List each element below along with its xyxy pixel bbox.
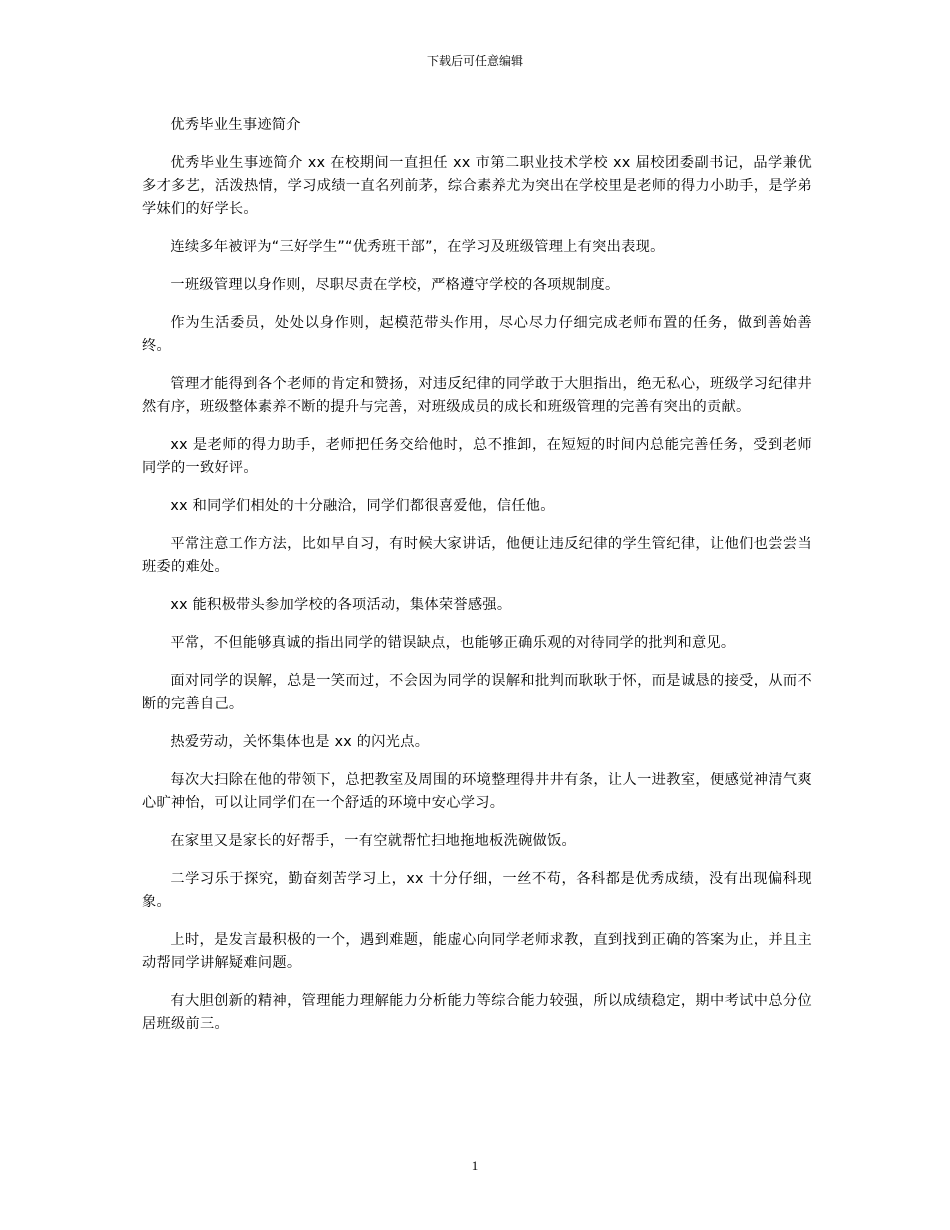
document-title: 优秀毕业生事迹简介 [170,117,301,133]
paragraph: 有大胆创新的精神，管理能力理解能力分析能力等综合能力较强，所以成绩稳定，期中考试中总分位居班级前三。 [142,993,812,1032]
paragraph: 热爱劳动，关怀集体也是 xx 的闪光点。 [170,734,430,750]
paragraph: 每次大扫除在他的带领下，总把教室及周围的环境整理得井井有条，让人一进教室，便感觉神清气爽心旷神怡，可以让同学们在一个舒适的环境中安心学习。 [142,772,812,811]
paragraph: xx 是老师的得力助手，老师把任务交给他时，总不推卸，在短短的时间内总能完善任务，受到老师同学的一致好评。 [142,437,812,476]
paragraph: 平常注意工作方法，比如早自习，有时候大家讲话，他便让违反纪律的学生管纪律，让他们也尝尝当班委的难处。 [142,536,812,575]
paragraph: 优秀毕业生事迹简介 xx 在校期间一直担任 xx 市第二职业技术学校 xx 届校团委副书记，品学兼优多才多艺，活泼热情，学习成绩一直名列前茅，综合素养尤为突出在学校里是老师的得力小助手，是学弟学妹们的好学长。 [142,155,812,217]
page-header: 下载后可任意编辑 [426,54,523,68]
paragraph: xx 和同学们相处的十分融洽，同学们都很喜爱他，信任他。 [170,498,555,514]
paragraph: 作为生活委员，处处以身作则，起模范带头作用，尽心尽力仔细完成老师布置的任务，做到善始善终。 [142,315,812,354]
paragraph: 连续多年被评为“三好学生”“优秀班干部”，在学习及班级管理上有突出表现。 [170,239,665,255]
page-number: 1 [471,1158,479,1173]
document-body [142,114,812,1051]
paragraph: 平常，不但能够真诚的指出同学的错误缺点，也能够正确乐观的对待同学的批判和意见。 [170,635,736,651]
paragraph: 上时，是发言最积极的一个，遇到难题，能虚心向同学老师求教，直到找到正确的答案为止，并且主动帮同学讲解疑难问题。 [142,932,812,971]
paragraph: 一班级管理以身作则，尽职尽责在学校，严格遵守学校的各项规制度。 [170,277,620,293]
paragraph: 二学习乐于探究，勤奋刻苦学习上，xx 十分仔细，一丝不苟，各科都是优秀成绩，没有出现偏科现象。 [142,871,812,910]
paragraph: 在家里又是家长的好帮手，一有空就帮忙扫地拖地板洗碗做饭。 [170,833,577,849]
paragraph: 管理才能得到各个老师的肯定和赞扬，对违反纪律的同学敢于大胆指出，绝无私心，班级学习纪律井然有序，班级整体素养不断的提升与完善，对班级成员的成长和班级管理的完善有突出的贡献。 [142,376,812,415]
paragraph: xx 能积极带头参加学校的各项活动，集体荣誉感强。 [170,597,512,613]
paragraph: 面对同学的误解，总是一笑而过，不会因为同学的误解和批判而耿耿于怀，而是诚恳的接受，从而不断的完善自己。 [142,673,812,712]
